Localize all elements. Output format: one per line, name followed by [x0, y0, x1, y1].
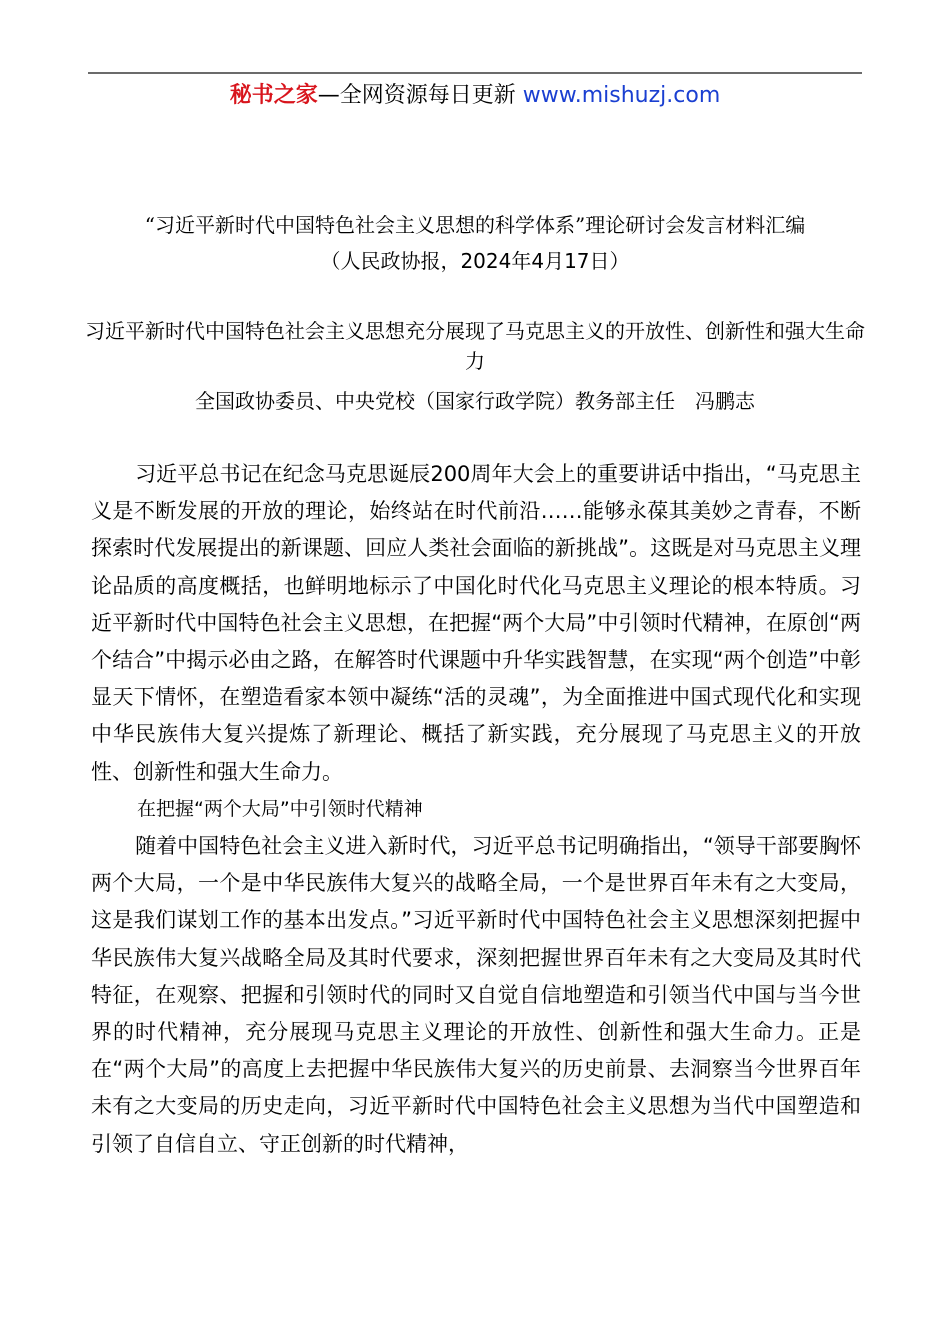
paragraph-section-1: 随着中国特色社会主义进入新时代，习近平总书记明确指出，“领导干部要胸怀两个大局，一个是中华民族伟大复兴的战略全局，一个是世界百年未有之大变局，这是我们谋划工作的基本出发点。”习近平新时代中国特色社会主义思想深刻把握中华民族伟大复兴战略全局及其时代要求，深刻把握世界百年未有之大变局及其时代特征，在观察、把握和引领时代的同时又自觉自信地塑造和引领当代中国与当今世界的时代精神，充分展现马克思主义理论的开放性、创新性和强大生命力。正是在“两个大局”的高度上去把握中华民族伟大复兴的历史前景、去洞察当今世界百年未有之大变局的历史走向，习近平新时代中国特色社会主义思想为当代中国塑造和引领了自信自立、守正创新的时代精神， — [91, 834, 861, 1156]
article-title: 习近平新时代中国特色社会主义思想充分展现了马克思主义的开放性、创新性和强大生命力 — [85, 319, 865, 373]
document-source: （人民政协报，2024年4月17日） — [320, 249, 630, 273]
section-heading: 在把握“两个大局”中引领时代精神 — [137, 797, 423, 820]
site-brand: 秘书之家 — [229, 83, 318, 108]
site-banner — [0, 80, 950, 112]
article-body — [91, 456, 861, 1163]
header-rule — [88, 72, 862, 74]
paragraph-intro: 习近平总书记在纪念马克思诞辰200周年大会上的重要讲话中指出，“马克思主义是不断发展的开放的理论，始终站在时代前沿……能够永葆其美妙之青春，不断探索时代发展提出的新课题、回应人类社会面临的新挑战”。这既是对马克思主义理论品质的高度概括，也鲜明地标示了中国化时代化马克思主义理论的根本特质。习近平新时代中国特色社会主义思想，在把握“两个大局”中引领时代精神，在原创“两个结合”中揭示必由之路，在解答时代课题中升华实践智慧，在实现“两个创造”中彰显天下情怀，在塑造看家本领中凝练“活的灵魂”，为全面推进中国式现代化和实现中华民族伟大复兴提炼了新理论、概括了新实践，充分展现了马克思主义的开放性、创新性和强大生命力。 — [91, 462, 861, 784]
site-tagline: —全网资源每日更新 — [317, 83, 523, 108]
document-title: “习近平新时代中国特色社会主义思想的科学体系”理论研讨会发言材料汇编 — [144, 213, 806, 237]
article-author: 全国政协委员、中央党校（国家行政学院）教务部主任 冯鹏志 — [195, 389, 755, 413]
site-url-link[interactable]: www.mishuzj.com — [522, 83, 721, 108]
